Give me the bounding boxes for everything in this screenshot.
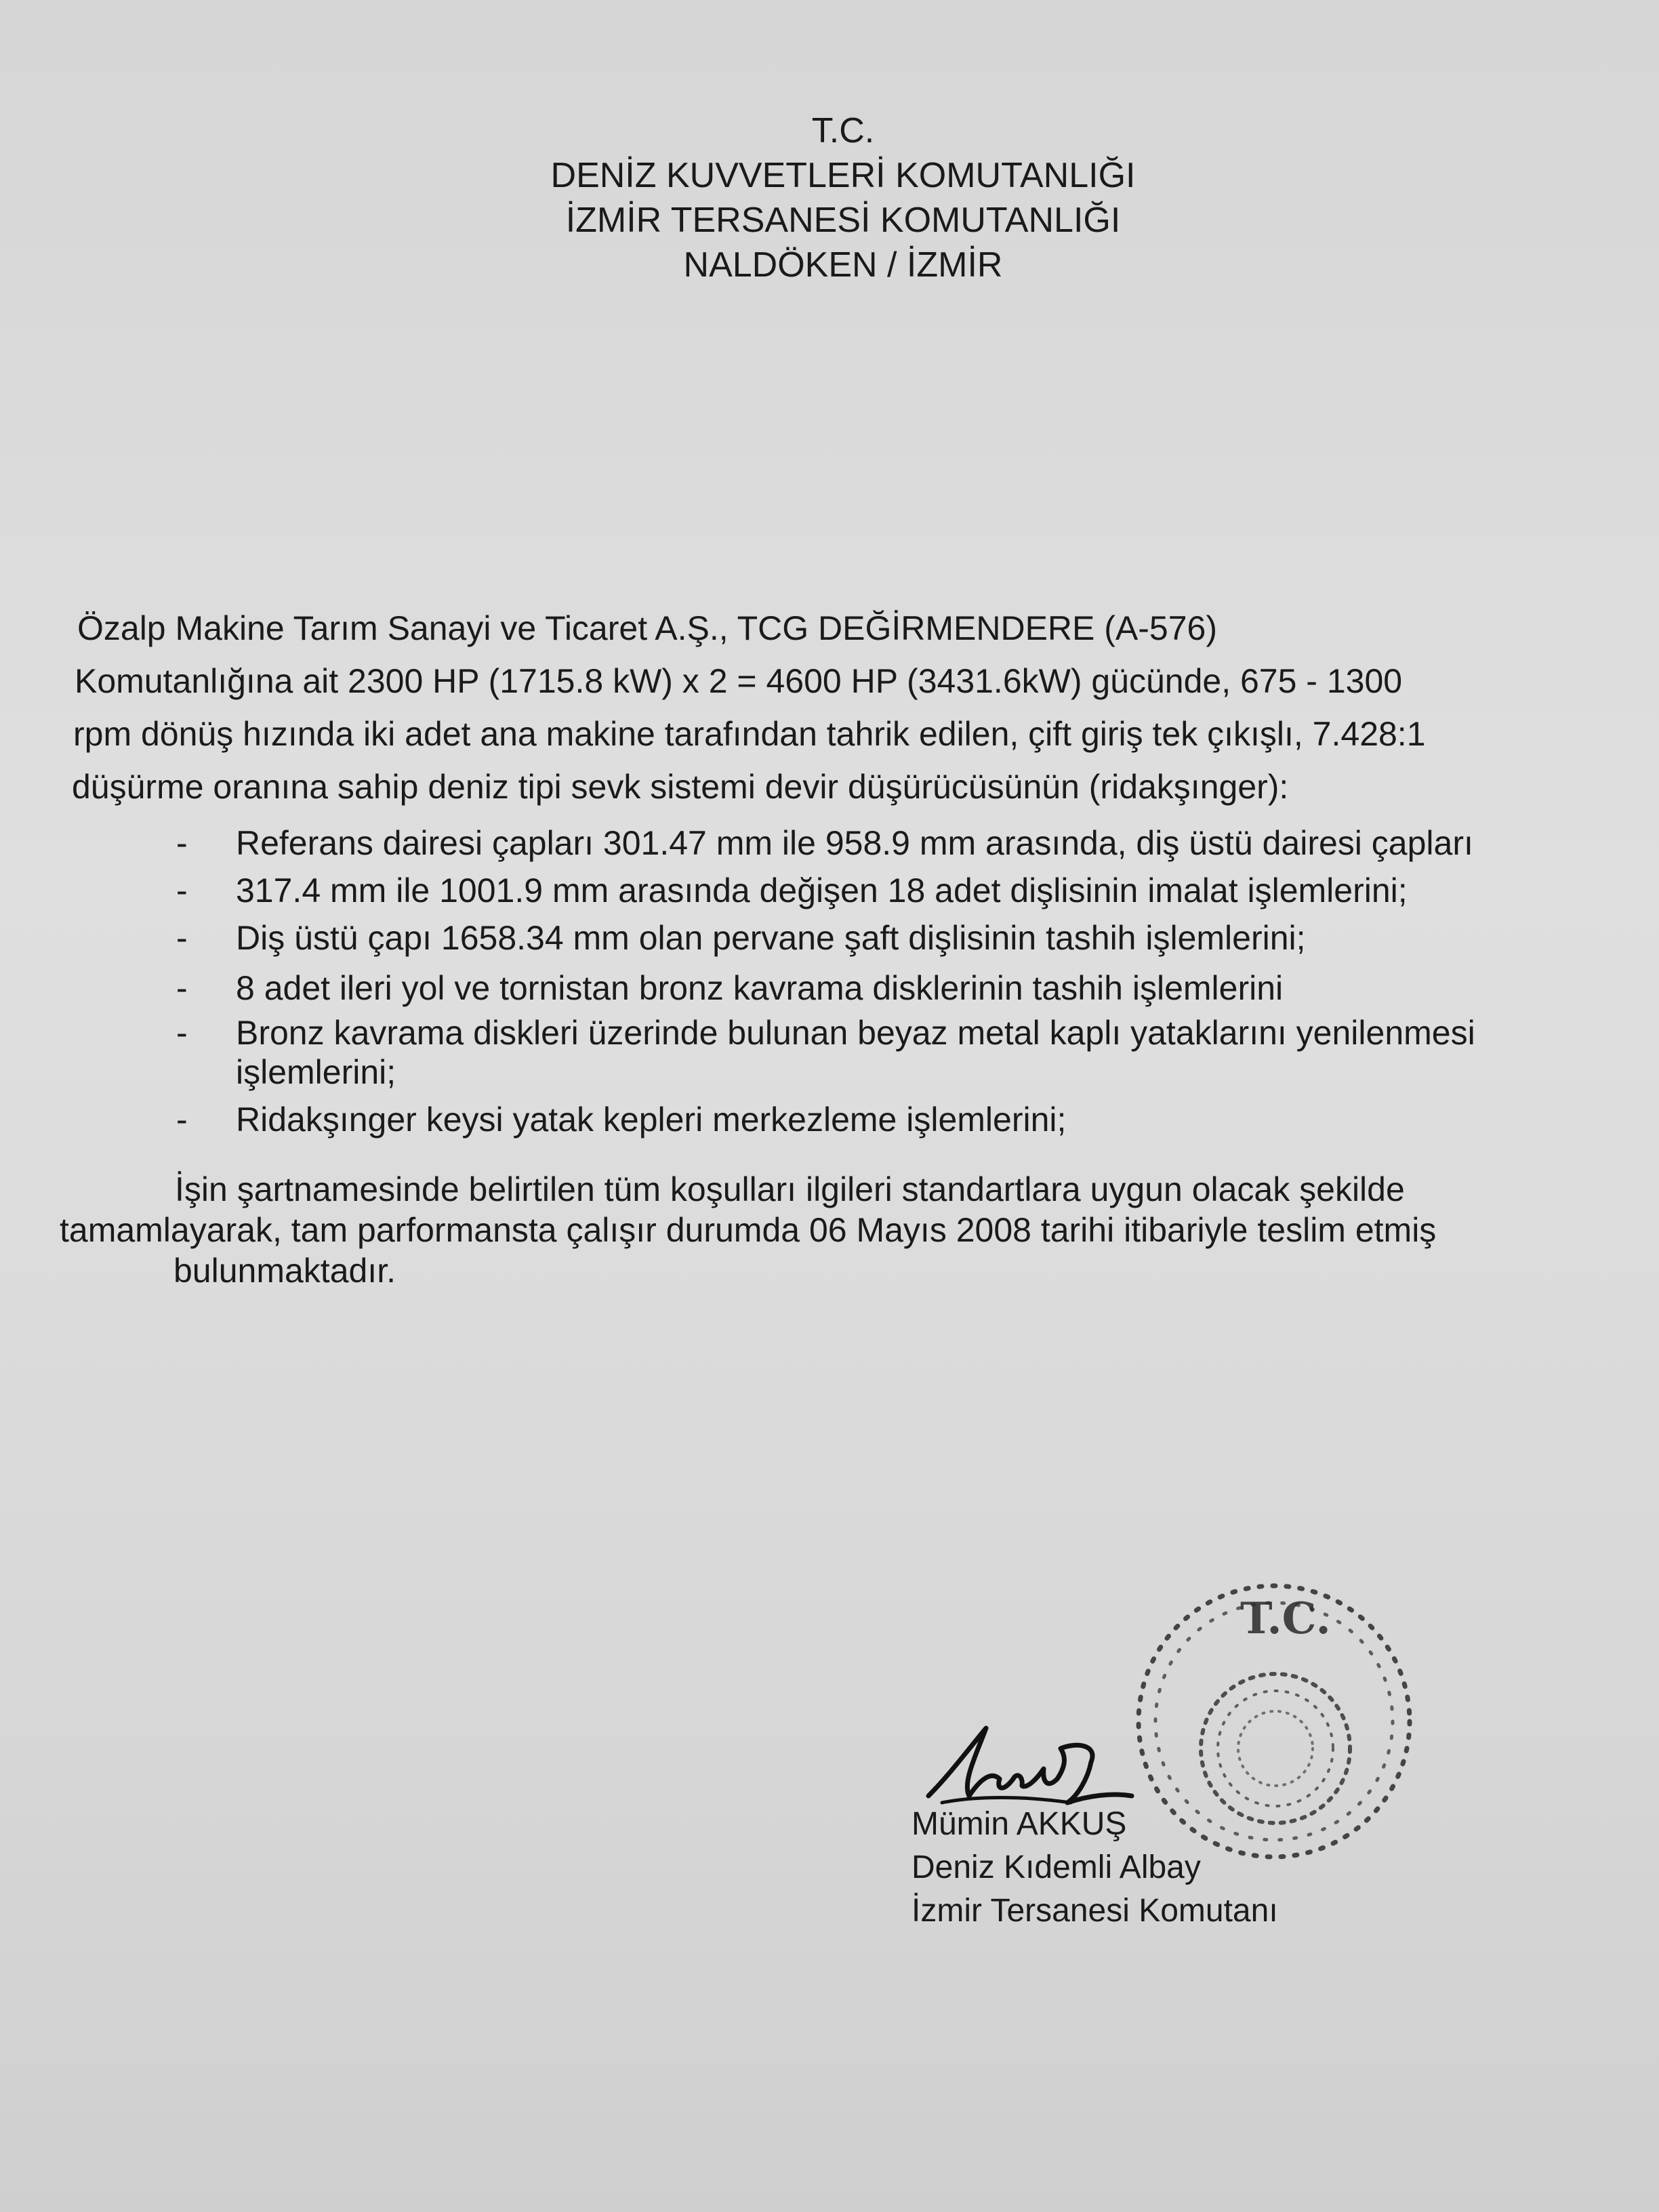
intro-line: Özalp Makine Tarım Sanayi ve Ticaret A.Ş., TCG DEĞİRMENDERE (A-576) bbox=[77, 609, 1218, 647]
closing-line: bulunmaktadır. bbox=[173, 1252, 396, 1290]
signatory-title: İzmir Tersanesi Komutanı bbox=[912, 1893, 1278, 1929]
closing-line: tamamlayarak, tam parformansta çalışır durumda 06 Mayıs 2008 tarihi itibariyle teslim etmiş bbox=[60, 1211, 1437, 1249]
header-shipyard: İZMİR TERSANESİ KOMUTANLIĞI bbox=[565, 201, 1121, 240]
bullet-dash: - bbox=[176, 969, 188, 1007]
list-item-text: Ridakşınger keysi yatak kepleri merkezleme işlemlerini; bbox=[236, 1101, 1067, 1139]
intro-line: Komutanlığına ait 2300 HP (1715.8 kW) x 2 = 4600 HP (3431.6kW) gücünde, 675 - 1300 bbox=[75, 662, 1403, 700]
closing-line: İşin şartnamesinde belirtilen tüm koşulları ilgileri standartlara uygun olacak şekilde bbox=[175, 1170, 1405, 1208]
intro-line: rpm dönüş hızında iki adet ana makine tarafından tahrik edilen, çift giriş tek çıkışlı, 7.428:1 bbox=[73, 715, 1426, 753]
header-command: DENİZ KUVVETLERİ KOMUTANLIĞI bbox=[550, 156, 1136, 195]
signatory-name: Mümin AKKUŞ bbox=[912, 1806, 1127, 1842]
list-item-text: 317.4 mm ile 1001.9 mm arasında değişen 18 adet dişlisinin imalat işlemlerini; bbox=[236, 872, 1408, 909]
list-item-text: 8 adet ileri yol ve tornistan bronz kavrama disklerinin tashih işlemlerini bbox=[236, 969, 1284, 1007]
list-item-text: Referans dairesi çapları 301.47 mm ile 958.9 mm arasında, diş üstü dairesi çapları bbox=[236, 824, 1473, 862]
bullet-dash: - bbox=[176, 1014, 188, 1052]
closing-paragraph bbox=[60, 1169, 1618, 1291]
bullet-dash: - bbox=[176, 1101, 188, 1139]
handwritten-signature bbox=[922, 1694, 1152, 1816]
bullet-dash: - bbox=[176, 824, 188, 862]
list-item bbox=[176, 968, 1633, 1008]
signature-block bbox=[912, 1803, 1278, 1933]
header-country: T.C. bbox=[811, 111, 875, 150]
bullet-dash: - bbox=[176, 919, 188, 957]
list-item bbox=[176, 1100, 1633, 1139]
list-item-text: Bronz kavrama diskleri üzerinde bulunan beyaz metal kaplı yataklarını yenilenmesi bbox=[236, 1014, 1475, 1052]
list-item-text: işlemlerini; bbox=[236, 1053, 396, 1091]
signatory-rank: Deniz Kıdemli Albay bbox=[912, 1849, 1201, 1885]
list-item bbox=[176, 871, 1633, 910]
list-item bbox=[176, 823, 1633, 863]
header-location: NALDÖKEN / İZMİR bbox=[683, 245, 1003, 285]
stamp-text: T.C. bbox=[1240, 1593, 1331, 1644]
intro-paragraph bbox=[73, 602, 1618, 813]
list-item-text: Diş üstü çapı 1658.34 mm olan pervane şaft dişlisinin tashih işlemlerini; bbox=[236, 919, 1306, 957]
document-header bbox=[0, 108, 1659, 287]
list-item bbox=[176, 918, 1633, 958]
list-item bbox=[176, 1013, 1633, 1092]
intro-line: düşürme oranına sahip deniz tipi sevk sistemi devir düşürücüsünün (ridakşınger): bbox=[72, 768, 1289, 806]
work-items-list bbox=[176, 823, 1633, 1139]
bullet-dash: - bbox=[176, 872, 188, 909]
